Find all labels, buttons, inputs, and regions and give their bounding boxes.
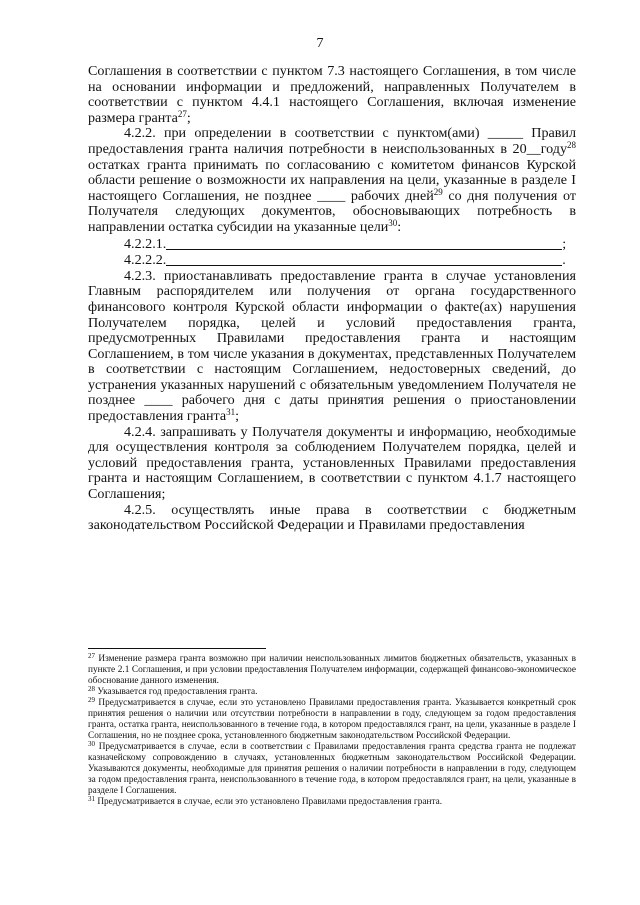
footnote-ref-29[interactable]: 29	[433, 186, 443, 197]
footnote-30: $^{30}$ Предусматривается в случае, если в соответствии с Правилами предоставления гранта средства гранта не подлежат казначейскому сопровождению в случаях, установленных бюджетным законодательством Российской Федерации. Указываются документы, необходимые для принятия решения о наличии потребности в направлении в году, следующем за годом предоставления гранта, неиспользованного в течение года, в котором предоставлялся грант, на цели, указанные в разделе I Соглашения.	[88, 740, 576, 796]
paragraph-4-2-3: 4.2.3. приостанавливать предоставление гранта в случае установления Главным распорядителем или получения от органа государственного финансового контроля Курской области информации о факте(ах) нарушения Получателем порядка, целей и условий предоставления гранта, предусмотренных Правилами предоставления гранта и настоящим Соглашением, в том числе указания в документах, представленных Получателем в соответствии с настоящим Соглашением, недостоверных сведений, до устранения указанных нарушений с обязательным уведомлением Получателя не позднее ____ рабочего дня с даты принятия решения о приостановлении предоставления гранта$^{31}$;	[88, 267, 576, 425]
footnote-28: $^{28}$ Указывается год предоставления гранта.	[88, 685, 258, 697]
footnote-ref-31[interactable]: 31	[226, 407, 236, 418]
blank-line	[166, 236, 562, 250]
footnote-separator	[88, 648, 266, 649]
footnote-29: $^{29}$ Предусматривается в случае, если это установлено Правилами предоставления гранта. Указывается конкретный срок принятия решения о наличии или отсутствии потребности в направлении в году, следующем за годом предоставления гранта, остатка гранта, неиспользованного в течение года, в котором предоставлялся грант, на цели, указанные в разделе I Соглашения, но не позднее срока, установленного бюджетным законодательством Российской Федерации.	[88, 696, 576, 741]
footnote-31: $^{31}$ Предусматривается в случае, если это установлено Правилами предоставления гранта.	[88, 795, 443, 807]
item-4-2-2-2: 4.2.2.2. .	[124, 252, 566, 269]
item-4-2-2-1: 4.2.2.1. ;	[124, 235, 567, 252]
footnotes	[88, 654, 576, 808]
paragraph-continuation: Соглашения в соответствии с пунктом 7.3 настоящего Соглашения, в том числе на основании информации и предложений, направленных Получателем в соответствии с пунктом 4.4.1 настоящего Соглашения, включая изменение размера гранта$^{27}$;	[88, 63, 576, 126]
footnote-ref-27[interactable]: 27	[177, 108, 187, 119]
footnote-27: $^{27}$ Изменение размера гранта возможно при наличии неиспользованных лимитов бюджетных обязательств, указанных в пункте 2.1 Соглашения, и при условии предоставления Получателем информации, содержащей финансово-экономическое обоснование данного изменения.	[88, 652, 576, 686]
blank-line	[166, 252, 562, 266]
footnote-ref-28[interactable]: 28	[567, 139, 576, 150]
page-number: 7	[316, 36, 324, 51]
paragraph-4-2-2: 4.2.2. при определении в соответствии с пунктом(ами) _____ Правил предоставления гранта наличия потребности в неиспользованных в 20__году$^{28}$ остатках гранта принимать по согласованию с комитетом финансов Курской области решение о возможности их направления на цели, указанные в разделе I настоящего Соглашения, не позднее ____ рабочих дней$^{29}$ со дня получения от Получателя следующих документов, обосновывающих потребность в направлении остатка субсидии на указанные цели$^{30}$:	[88, 125, 576, 235]
footnote-ref-30[interactable]: 30	[388, 217, 398, 228]
paragraph-4-2-4: 4.2.4. запрашивать у Получателя документы и информацию, необходимые для осуществления контроля за соблюдением Получателем порядка, целей и условий предоставления гранта, установленных Правилами предоставления гранта и настоящим Соглашением, в соответствии с пунктом 4.1.7 настоящего Соглашения;	[88, 423, 576, 503]
main-text	[88, 64, 576, 534]
paragraph-4-2-5: 4.2.5. осуществлять иные права в соответствии с бюджетным законодательством Российской Федерации и Правилами предоставления	[88, 501, 576, 534]
